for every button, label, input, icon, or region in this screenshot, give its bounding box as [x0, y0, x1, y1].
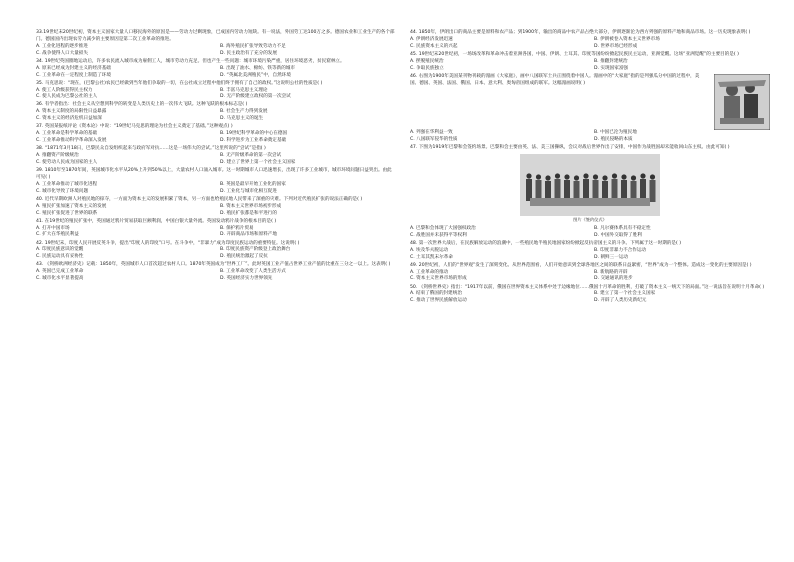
question-options	[410, 291, 770, 305]
answer-option: A. 推翻资产阶级统治	[36, 153, 79, 159]
answer-option: A. 打开中国市场	[36, 225, 70, 231]
answer-option: B. 丰富马克思主义理论	[220, 87, 268, 93]
answer-option: D. 殖民侵略的本质	[594, 136, 633, 142]
answer-option: D. 民主政治有了充分的发展	[220, 50, 277, 56]
answer-option: D. “英属北美洲殖民”中，自然环境	[220, 72, 291, 78]
answer-option: A. 摆脱殖民统治	[410, 58, 444, 64]
question	[36, 146, 396, 167]
question-options	[36, 44, 396, 58]
question-stem: 34. 19世纪英国圈地运动后，许多农民流入城市成为雇佣工人，城市劳动力充足。但也产生一些问题：城市环境污染严重，居住环境恶劣，贫民窟林立。	[36, 58, 345, 64]
answer-option: A. 工业革命推动了城市化进程	[36, 181, 98, 187]
question-options	[36, 247, 396, 261]
answer-option: C. 城市化水平显著提高	[36, 276, 84, 282]
question-options	[36, 66, 396, 80]
question-options	[36, 182, 396, 196]
question-options	[410, 226, 770, 240]
answer-option: D. 建立了世界上第一个社会主义国家	[220, 159, 296, 165]
answer-option: A. 使工人阶级获得民主权力	[36, 87, 93, 93]
question-stem: 36. 有学者指出：社会主义从空想到科学的转变是人类历史上的一次伟大飞跃。这种飞跃的根本标志是( )	[36, 102, 248, 108]
answer-option: B. 工业革命改变了人类生活方式	[220, 269, 286, 275]
answer-option: B. 印度民族资产阶级登上政治舞台	[220, 247, 291, 253]
question-stem: 47. 下图为1919年巴黎和会签约场景。巴黎和会主要由英、法、美三国操纵，会议对战后世界作出了安排，中国作为战胜国却未能收回山东主权。由此可知( )	[410, 144, 730, 150]
question-stem: 42. 19世纪末，印度人民开展反英斗争，提出“印度人的印度”口号。在斗争中，“非暴力”成为印度民族运动的重要特征。这说明( )	[36, 240, 300, 246]
question	[410, 74, 770, 144]
question	[36, 102, 396, 123]
question-stem: 38. “1871年3月18日，巴黎民众自发组织起来与政府军对抗……这是一场伟大的尝试。”这里所说的“尝试”是指( )	[36, 146, 266, 152]
question-stem: 48. 第一次世界大战后，在民族解放运动的浪潮中，一些殖民地半殖民地国家纷纷掀起反抗帝国主义的斗争。下列属于这一时期的是( )	[410, 240, 682, 246]
answer-option: A. 印度民族意识的觉醒	[36, 247, 84, 253]
answer-option: C. 城市化导致了环境问题	[36, 188, 89, 194]
answer-option: B. 凡尔赛体系具有不稳定性	[594, 225, 651, 231]
answer-option: D. 朝鲜三一运动	[594, 254, 629, 260]
question-options	[410, 59, 770, 73]
answer-option: B. 推翻封建统治	[594, 58, 628, 64]
question-options	[410, 248, 770, 262]
question-with-image	[410, 74, 770, 130]
answer-option: D. 殖民扩张都是和平进行的	[220, 210, 277, 216]
question	[410, 263, 770, 284]
answer-option: C. 工业革命推动科学革命深入发展	[36, 138, 107, 144]
question	[36, 197, 396, 218]
question-stem: 45. 19世纪末20世纪初，一场场改革和革命冲击着亚洲各国，中国、伊朗、土耳其、印度等国纷纷掀起民族民主运动，亚洲觉醒。这场“亚洲觉醒”的主要目的是( )	[410, 51, 739, 57]
answer-option: D. 马克思主义的诞生	[220, 116, 264, 122]
answer-option: B. 保护鸦片贸易	[220, 225, 254, 231]
answer-option: B. 新航路的开辟	[594, 269, 628, 275]
answer-option: A. 英国已完成工业革命	[36, 269, 84, 275]
answer-option: C. 扩大在华殖民利益	[36, 232, 79, 238]
answer-option: C. 工业革命在一定程度上制造了环境	[36, 72, 112, 78]
question-options	[36, 204, 396, 218]
question	[36, 124, 396, 145]
answer-option: D. 开辟商品市场和原料产地	[220, 232, 277, 238]
question	[410, 285, 770, 306]
question-stem: 35. 马克思说：“现在，(巴黎公社)农民已经做到当年他们争取的一切，在公社成立过程中他们终于拥有了自己的政权。”这说明公社的性质是( )	[36, 80, 323, 86]
question-options	[410, 37, 770, 51]
answer-option: B. 19世纪科学革命的中心在德国	[220, 131, 288, 137]
answer-option: D. 交通通讯的进步	[594, 276, 633, 282]
question-options	[36, 131, 396, 145]
question-options	[410, 130, 770, 144]
answer-option: A. 殖民扩张加速了资本主义的发展	[36, 203, 107, 209]
question-stem: 43. 《剑桥欧洲经济史》记载：1850年，英国城市人口首次超过农村人口。1870年英国成为“世界工厂”。此时英国工业产值占世界工业产值的比重在三分之一以上。这表明( )	[36, 262, 391, 268]
answer-option: B. 海外殖民扩张导致劳动力不足	[220, 43, 286, 49]
question-stem: 41. 在19世纪的殖民扩张中，英国通过鸦片贸易获取巨额利润，中国白银大量外流。英国发动鸦片战争的根本目的是( )	[36, 218, 277, 224]
question	[36, 59, 396, 80]
answer-option: C. 土耳其凯末尔革命	[410, 254, 453, 260]
cartoon-image	[714, 74, 770, 130]
question	[36, 219, 396, 240]
question-options	[36, 88, 396, 102]
answer-option: D. 科学进步为工业革命奠定基础	[220, 138, 287, 144]
question-stem: 46. 右图为1900年美国某刊物刊载的漫画《大家庭》，画中八国联军士兵正围绕着中国人。漫画中的“大家庭”指的是列强瓜分中国的过程中，美国、德国、英国、法国、俄国、日本、意大利、奥匈帝国组成的联军。这幅漫画说明( )	[410, 73, 700, 86]
answer-option: B. 建立了第一个社会主义国家	[594, 291, 656, 297]
question	[410, 30, 770, 51]
answer-option: B. 社会生产力得到发展	[220, 109, 268, 115]
question-stem: 33.19世纪末20世纪初，资本主义国家大量人口移民海外的原因是——劳动力过剩现象，已成国内劳动力短缺。有一说法，外国劳工达100万之多。德国农业和工业生产的各个部门。德国国内出现农劳力减少的主要原因是第二次工业革命的推进。	[36, 30, 395, 42]
answer-option: D. 英国经济实力世界领先	[220, 276, 273, 282]
answer-option: A. 原来已经成为封建主义的经济基础	[36, 65, 111, 71]
answer-option: D. 世界市场已经形成	[594, 43, 638, 49]
answer-option: C. 民族运动具有妥协性	[36, 254, 84, 260]
question	[36, 262, 396, 283]
answer-option: C. 战胜国并未获得平等权利	[410, 232, 467, 238]
answer-option: B. 伊朗被卷入资本主义世界市场	[594, 36, 660, 42]
answer-option: A. 结束了俄国的封建统治	[410, 291, 462, 297]
photo-caption: 图片《签约仪式》	[573, 216, 607, 222]
answer-option: D. 开辟了人类历史新纪元	[594, 298, 647, 304]
answer-option: C. 资本主义世界市场的形成	[410, 276, 467, 282]
answer-option: A. 伊朗经济发展迅速	[410, 36, 453, 42]
left-column	[36, 30, 396, 284]
answer-option: A. 列强在华利益一致	[410, 129, 453, 135]
question-stem: 49. 20世纪初，人们的“世界观”发生了深刻变化。从世界范围看，人们开始意识到全球各地区之间的联系日益紧密，“世界”成为一个整体。造成这一变化的主要原因是( )	[410, 262, 752, 268]
answer-option: D. 实现国家富强	[594, 65, 629, 71]
question-stem: 50. 《剑桥世界史》指出：“1917年以前，俄国在世界资本主义体系中处于边缘地位……俄国十月革命的胜利，打破了资本主义一统天下的局面。”这一说法旨在说明十月革命( )	[410, 284, 765, 290]
question	[410, 52, 770, 73]
answer-option: B. 无产阶级革命的第一次尝试	[220, 153, 282, 159]
answer-option: C. 使人民成为巴黎公社的主人	[36, 94, 98, 100]
answer-option: C. 民族资本主义的兴起	[410, 43, 458, 49]
question	[410, 241, 770, 262]
question-stem: 39. 1810年至1870年间，英国城市化水平从20%上升到50%以上，大量农村人口涌入城市。这一时期城市人口迅速增长，出现了许多工业城市，城市环境问题日益突出。由此可见( )	[36, 168, 392, 180]
question-options	[410, 270, 770, 284]
answer-option: D. 工业化与城市化相互促进	[220, 188, 277, 194]
question-stem: 44. 1850年，伊朗出口的商品主要是原料和农产品；到1900年，输出的商品中农产品占绝大部分，伊朗逐渐沦为西方列强的原料产地和商品市场。这一历史现象表明( )	[410, 30, 751, 35]
answer-option: A. 工业革命的推动	[410, 269, 449, 275]
signing-photo	[520, 154, 660, 216]
answer-option: B. 出现了油水、棉纺、铁等新的城市	[220, 65, 295, 71]
answer-option: C. 战争使得人口大量损失	[36, 50, 89, 56]
answer-option: B. 资本主义世界市场初步形成	[220, 203, 282, 209]
answer-option: B. 英国是最早开始工业化的国家	[220, 181, 286, 187]
right-column	[410, 30, 770, 306]
question-options	[36, 269, 396, 283]
answer-option: A. 埃及华夫脱运动	[410, 247, 449, 253]
answer-option: A. 工业革命是科学革命的基础	[36, 131, 98, 137]
question	[410, 145, 770, 240]
question-options	[36, 226, 396, 240]
answer-option: C. 使劳动人民成为国家的主人	[36, 159, 98, 165]
question-options	[36, 153, 396, 167]
answer-option: D. 中国外交取得了胜利	[594, 232, 642, 238]
question	[36, 168, 396, 196]
answer-option: A. 资本主义制度的局限性日益暴露	[36, 109, 107, 115]
answer-option: B. 中国已沦为殖民地	[594, 129, 637, 135]
answer-option: D. 殖民统治激起了反抗	[220, 254, 268, 260]
question	[36, 241, 396, 262]
answer-option: A. 工业化进程的逐步推进	[36, 43, 88, 49]
answer-option: C. 八国联军侵华的性质	[410, 136, 458, 142]
question-options	[36, 109, 396, 123]
answer-option: A. 巴黎和会体现了大国强权政治	[410, 225, 476, 231]
answer-option: D. 无产阶级建立政权的第一次尝试	[220, 94, 291, 100]
answer-option: B. 印度非暴力不合作运动	[594, 247, 647, 253]
answer-option: C. 资本主义的经济危机日益加深	[36, 116, 102, 122]
question-stem: 37. 英国某报纸评论《资本论》中说：“19世纪马克思的理论为社会主义奠定了基础。”这种观点( )	[36, 124, 233, 130]
photo-figure	[410, 154, 770, 223]
answer-option: C. 推动了世界民族解放运动	[410, 298, 467, 304]
answer-option: C. 殖民扩张促进了世界的联系	[36, 210, 98, 216]
question	[36, 30, 396, 58]
question-stem: 40. 近代早期欧洲人对殖民地的掠夺，一方面为资本主义的发展积累了资本，另一方面也给殖民地人民带来了深重的灾难。下列对近代殖民扩张的说法正确的是( )	[36, 196, 363, 202]
question	[36, 81, 396, 102]
answer-option: C. 争取民族独立	[410, 65, 444, 71]
